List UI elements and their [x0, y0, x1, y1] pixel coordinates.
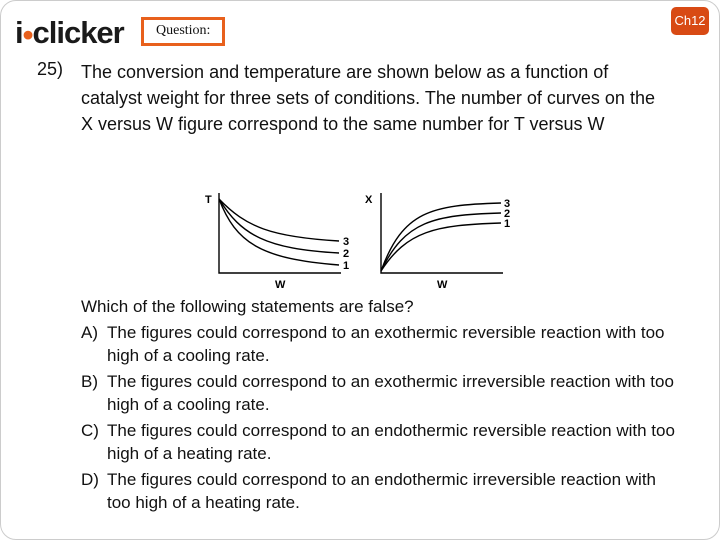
svg-text:X: X	[365, 194, 373, 206]
choice-b-letter: B)	[81, 372, 98, 391]
question-number: 25)	[37, 59, 64, 79]
choice-a-text: The figures could correspond to an exothermic reversible reaction with too high of a cooling rate.	[107, 323, 665, 365]
chapter-badge: Ch12	[671, 7, 709, 35]
choice-c-letter: C)	[81, 421, 99, 440]
svg-text:T: T	[205, 194, 212, 206]
svg-text:3: 3	[343, 236, 350, 248]
svg-text:2: 2	[343, 248, 350, 260]
svg-text:1: 1	[343, 260, 350, 272]
choice-a-letter: A)	[81, 323, 98, 342]
logo-text-left: i	[15, 15, 23, 50]
choice-b-text: The figures could correspond to an exothermic irreversible reaction with too high of a cooling rate.	[107, 372, 674, 414]
choices-list	[81, 321, 681, 517]
question-text: The conversion and temperature are shown below as a function of catalyst weight for three sets of conditions. The number of curves on the X versus W figure correspond to the same number for T versus W	[81, 62, 655, 134]
svg-text:W: W	[275, 279, 286, 291]
sub-prompt: Which of the following statements are false?	[81, 297, 414, 316]
svg-text:2: 2	[504, 208, 511, 220]
iclicker-logo	[15, 15, 124, 53]
choice-d-letter: D)	[81, 470, 99, 489]
svg-text:W: W	[437, 279, 448, 291]
choice-d[interactable]	[81, 468, 681, 514]
choice-c-text: The figures could correspond to an endothermic reversible reaction with too high of a heating rate.	[107, 421, 675, 463]
choice-c[interactable]	[81, 419, 681, 465]
choice-d-text: The figures could correspond to an endothermic irreversible reaction with too high of a heating rate.	[107, 470, 656, 512]
choice-a[interactable]	[81, 321, 681, 367]
choice-b[interactable]	[81, 370, 681, 416]
figure-container	[191, 187, 521, 297]
svg-text:3: 3	[504, 198, 511, 210]
logo-dot-icon: •	[22, 16, 33, 52]
question-label-box: Question:	[141, 17, 225, 46]
logo-text-right: clicker	[32, 15, 124, 50]
svg-text:1: 1	[504, 218, 511, 230]
